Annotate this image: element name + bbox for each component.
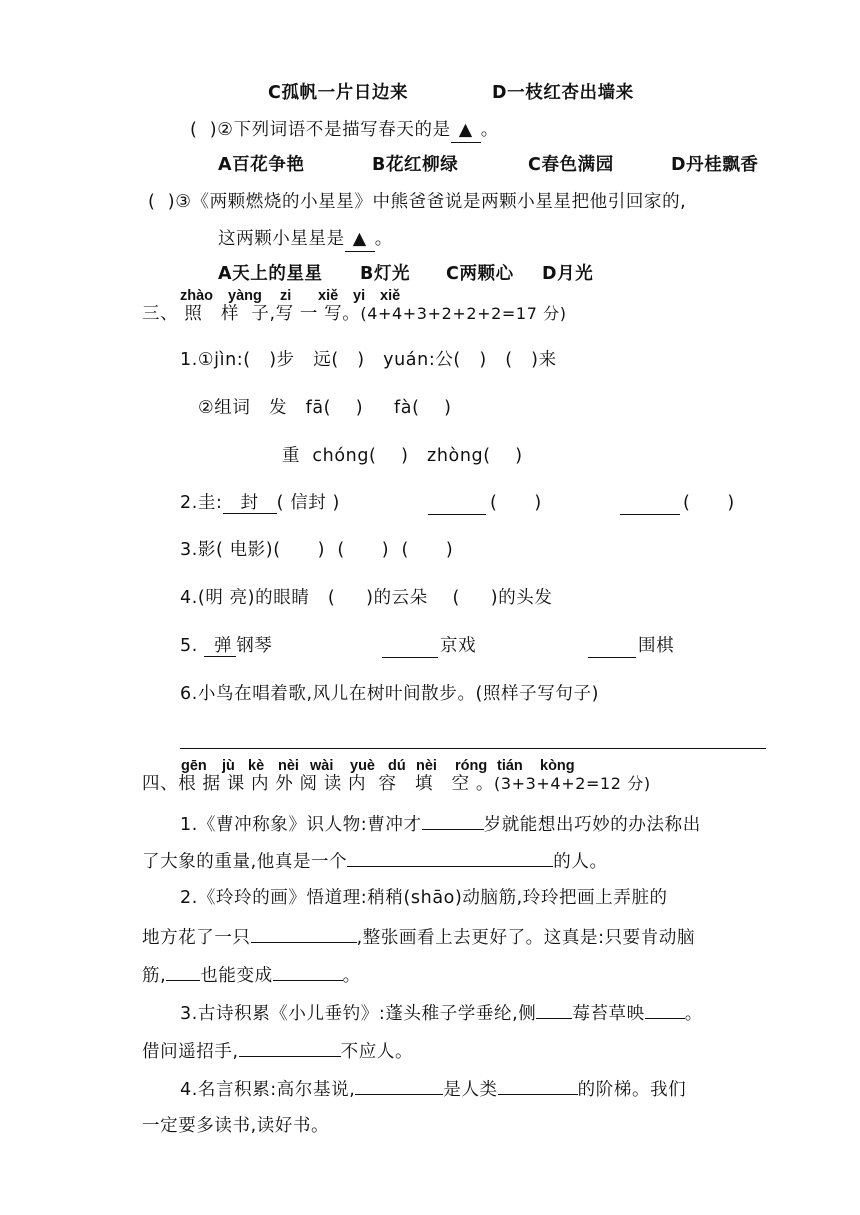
answer-blank[interactable] — [347, 848, 553, 867]
reading-2b — [142, 924, 695, 950]
section-3-title: 三、 照 样 子,写 一 写。 — [142, 304, 361, 324]
option-d-line: D一枝红杏出墙来 — [492, 83, 634, 103]
triangle-icon: ▲ — [352, 229, 367, 249]
section-4-heading — [142, 772, 651, 796]
answer-paren[interactable]: ( ) — [190, 120, 218, 140]
answer-blank[interactable] — [166, 962, 200, 981]
reading-3-text: 借问遥招手, — [142, 1042, 239, 1062]
pinyin-rong: róng — [455, 758, 488, 774]
item-1a: 1.①jìn:( )步 远( ) yuán:公( ) ( )来 — [180, 350, 557, 370]
answer-blank[interactable] — [251, 924, 357, 943]
option-c-line: C孤帆一片日边来 — [268, 83, 409, 103]
reading-3-text: 不应人。 — [340, 1042, 414, 1062]
answer-blank[interactable] — [382, 639, 438, 658]
answer-blank[interactable] — [620, 496, 680, 515]
pinyin-zi: zi — [280, 288, 292, 304]
item-2 — [180, 491, 340, 515]
reading-1-text: 岁就能想出巧妙的办法称出 — [483, 815, 701, 835]
item-6: 6.小鸟在唱着歌,风儿在树叶间散步。(照样子写句子) — [180, 684, 600, 704]
item-2-prefix: 2.圭: — [180, 493, 223, 513]
q3-option-c: C两颗心 — [446, 264, 514, 284]
fa-fourth-tone: fà( ) — [394, 398, 452, 418]
question-3-text2: 这两颗小星星是 — [218, 229, 345, 249]
pinyin-nei: nèi — [278, 758, 299, 774]
reading-2-text: 。 — [342, 966, 361, 986]
answer-blank[interactable] — [645, 1000, 685, 1019]
fa-first-tone: fā( ) — [305, 398, 364, 418]
word-go: 围棋 — [638, 636, 675, 656]
reading-4-text: 的阶梯。我们 — [577, 1080, 687, 1100]
reading-3-text: 3.古诗积累《小儿垂钓》:蓬头稚子学垂纶,侧 — [180, 1004, 537, 1024]
reading-3-text: 莓苔草映 — [572, 1004, 645, 1024]
q3-option-a: A天上的星星 — [218, 264, 323, 284]
answer-blank[interactable] — [536, 1000, 572, 1019]
reading-1-text: 的人。 — [553, 852, 608, 872]
q3-option-b: B灯光 — [360, 264, 411, 284]
item-1b-label: ②组词 发 — [198, 398, 288, 418]
reading-2-text: 也能变成 — [200, 966, 273, 986]
reading-4-text: 是人类 — [443, 1080, 498, 1100]
section-3-heading — [142, 302, 567, 326]
section-4-score: (3+3+4+2=12 分) — [494, 774, 651, 793]
reading-2-text: 筋, — [142, 966, 167, 986]
question-2 — [190, 118, 499, 143]
answer-blank[interactable] — [498, 1076, 578, 1095]
question-2-text: ②下列词语不是描写春天的是 — [217, 120, 451, 140]
answer-blank[interactable] — [239, 1038, 341, 1057]
q3-option-d: D月光 — [542, 264, 594, 284]
example-answer: ( 信封 ) — [276, 493, 340, 513]
pinyin-du: dú — [388, 758, 406, 774]
reading-2c — [142, 962, 361, 988]
pinyin-yi: yi — [353, 288, 366, 304]
question-3-line2 — [218, 227, 393, 252]
q2-option-d: D丹桂飘香 — [671, 155, 759, 175]
item-1c: 重 chóng( ) zhòng( ) — [282, 446, 523, 466]
item-1b — [198, 396, 452, 420]
q2-option-c: C春色满园 — [528, 155, 614, 175]
reading-1-text: 1.《曹冲称象》识人物:曹冲才 — [180, 815, 422, 835]
reading-2-text: ,整张画看上去更好了。这真是:只要肯动脑 — [356, 928, 696, 948]
reading-2-text: 地方花了一只 — [142, 928, 251, 948]
reading-1b — [142, 848, 608, 874]
reading-3-text: 。 — [684, 1004, 703, 1024]
answer-paren-1[interactable]: ( ) — [490, 493, 542, 513]
answer-blank[interactable] — [345, 227, 375, 252]
example-word: 封 — [240, 493, 259, 513]
answer-blank[interactable] — [428, 496, 486, 515]
answer-blank[interactable] — [451, 118, 481, 143]
reading-1-text: 了大象的重量,他真是一个 — [142, 852, 348, 872]
pinyin-ju: jù — [222, 758, 235, 774]
example-word: 弹 — [214, 636, 233, 656]
answer-blank[interactable] — [355, 1076, 443, 1095]
reading-4-text: 4.名言积累:高尔基说, — [180, 1080, 356, 1100]
period: 。 — [374, 229, 393, 249]
section-4-title: 四、根 据 课 内 外 阅 读 内 容 填 空 。 — [142, 774, 495, 794]
pinyin-yue: yuè — [350, 758, 375, 774]
answer-paren-2[interactable]: ( ) — [683, 493, 735, 513]
answer-paren[interactable]: ( ) — [148, 192, 176, 212]
word-piano: 钢琴 — [236, 636, 273, 656]
pinyin-ke: kè — [248, 758, 265, 774]
reading-4b: 一定要多读书,读好书。 — [142, 1116, 330, 1136]
q2-option-b: B花红柳绿 — [372, 155, 459, 175]
q2-option-a: A百花争艳 — [218, 155, 305, 175]
reading-3a — [180, 1000, 703, 1026]
question-3-text: ③《两颗燃烧的小星星》中熊爸爸说是两颗小星星把他引回家的, — [175, 192, 687, 212]
reading-1a — [180, 811, 701, 837]
pinyin-xie-2: xiě — [380, 288, 401, 304]
item-4: 4.(明 亮)的眼睛 ( )的云朵 ( )的头发 — [180, 588, 553, 608]
reading-3b — [142, 1038, 413, 1064]
example-blank — [204, 636, 236, 657]
pinyin-zhao: zhào — [180, 288, 214, 304]
pinyin-tian: tián — [497, 758, 523, 774]
word-opera: 京戏 — [440, 636, 477, 656]
answer-line[interactable] — [180, 748, 766, 749]
answer-blank[interactable] — [422, 811, 484, 830]
section-3-score: (4+4+3+2+2+2=17 分) — [360, 304, 567, 323]
example-blank — [223, 493, 277, 514]
item-3: 3.影( 电影)( ) ( ) ( ) — [180, 540, 454, 560]
period: 。 — [480, 120, 499, 140]
pinyin-kong: kòng — [540, 758, 575, 774]
answer-blank[interactable] — [273, 962, 343, 981]
reading-2a: 2.《玲玲的画》悟道理:稍稍(shāo)动脑筋,玲玲把画上弄脏的 — [180, 888, 668, 908]
item-5-prefix: 5. — [180, 636, 198, 656]
pinyin-gen: gēn — [181, 758, 207, 774]
question-3 — [148, 190, 686, 214]
answer-blank[interactable] — [588, 639, 636, 658]
reading-4a — [180, 1076, 686, 1102]
pinyin-nei-2: nèi — [416, 758, 437, 774]
pinyin-xie: xiě — [318, 288, 339, 304]
item-5 — [180, 634, 272, 658]
pinyin-yang: yàng — [228, 288, 262, 304]
pinyin-wai: wài — [310, 758, 334, 774]
triangle-icon: ▲ — [458, 120, 473, 140]
